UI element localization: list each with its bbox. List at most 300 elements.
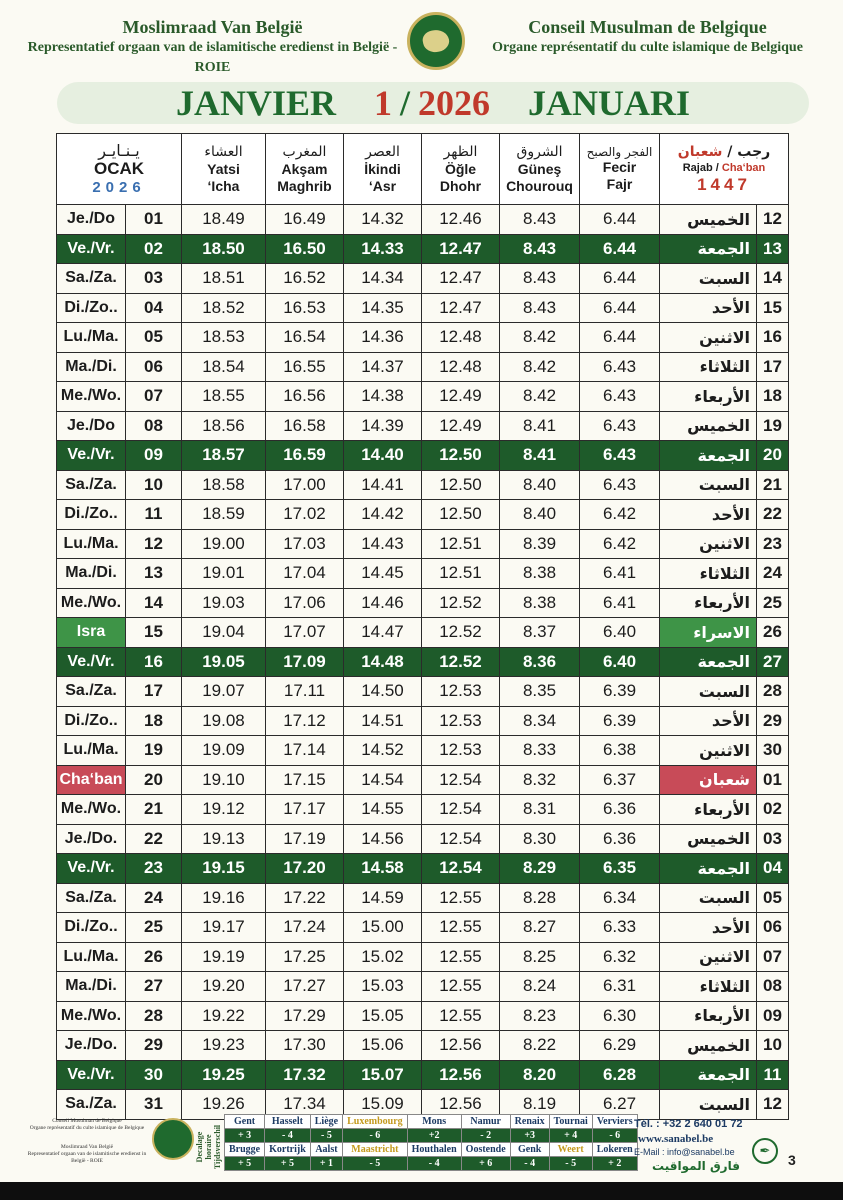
cell-chourouq: 8.30 — [500, 824, 580, 854]
cell-ar-day: الخميس — [660, 1031, 757, 1061]
cell-asr: 15.09 — [344, 1090, 422, 1120]
cell-date: 29 — [126, 1031, 182, 1061]
cell-ar-day: الأربعاء — [660, 1001, 757, 1031]
cell-maghrib: 17.09 — [266, 647, 344, 677]
cell-ar-day: الأحد — [660, 913, 757, 943]
cell-ar-day: السبت — [660, 883, 757, 913]
cell-date: 30 — [126, 1060, 182, 1090]
cell-fajr: 6.28 — [580, 1060, 660, 1090]
cell-chourouq: 8.29 — [500, 854, 580, 884]
cell-dhohr: 12.52 — [422, 618, 500, 648]
offset-city: Renaix — [510, 1115, 549, 1129]
cell-asr: 14.41 — [344, 470, 422, 500]
cell-dhohr: 12.55 — [422, 913, 500, 943]
table-row — [57, 824, 789, 854]
cell-ar-day: السبت — [660, 677, 757, 707]
cell-chourouq: 8.38 — [500, 588, 580, 618]
table-body — [57, 205, 789, 1120]
cell-isha: 19.01 — [182, 559, 266, 589]
offset-city: Hasselt — [265, 1115, 311, 1129]
cell-maghrib: 17.14 — [266, 736, 344, 766]
cell-hijri: 09 — [757, 1001, 789, 1031]
cell-isha: 19.00 — [182, 529, 266, 559]
cell-dhohr: 12.54 — [422, 765, 500, 795]
header-maghrib: المغرب Akşam Maghrib — [266, 134, 344, 205]
cell-date: 16 — [126, 647, 182, 677]
cell-asr: 14.37 — [344, 352, 422, 382]
offset-value: +3 — [510, 1129, 549, 1143]
offset-value: + 5 — [225, 1157, 265, 1171]
cell-ar-day: الاثنين — [660, 736, 757, 766]
cell-day: Je./Do. — [57, 824, 126, 854]
website: www.sanabel.be — [638, 1133, 714, 1145]
cell-ar-day: الجمعة — [660, 854, 757, 884]
cell-hijri: 06 — [757, 913, 789, 943]
cell-isha: 19.09 — [182, 736, 266, 766]
table-row — [57, 470, 789, 500]
cell-fajr: 6.43 — [580, 441, 660, 471]
cell-ar-day: شعبان — [660, 765, 757, 795]
cell-fajr: 6.44 — [580, 264, 660, 294]
cell-asr: 14.50 — [344, 677, 422, 707]
cell-chourouq: 8.43 — [500, 205, 580, 235]
cell-day: Me./Wo. — [57, 382, 126, 412]
cell-dhohr: 12.53 — [422, 677, 500, 707]
council-logo-icon — [407, 12, 465, 70]
cell-maghrib: 17.12 — [266, 706, 344, 736]
title-slash: / — [400, 83, 411, 123]
cell-dhohr: 12.53 — [422, 736, 500, 766]
cell-asr: 14.45 — [344, 559, 422, 589]
footer-org-text: Conseil Musulman de Belgique Organe représentatif du culte islamique de Belgique Moslimraad Van België Representatief orgaan van de islamitische eredienst in België - ROIE — [27, 1118, 147, 1164]
offset-city: Luxembourg — [343, 1115, 408, 1129]
cell-fajr: 6.37 — [580, 765, 660, 795]
table-row — [57, 264, 789, 294]
cell-day: Di./Zo.. — [57, 293, 126, 323]
cell-maghrib: 17.11 — [266, 677, 344, 707]
header-dhohr: الظهر Öğle Dhohr — [422, 134, 500, 205]
cell-date: 08 — [126, 411, 182, 441]
cell-isha: 19.25 — [182, 1060, 266, 1090]
cell-maghrib: 17.29 — [266, 1001, 344, 1031]
cell-maghrib: 17.02 — [266, 500, 344, 530]
cell-dhohr: 12.50 — [422, 500, 500, 530]
table-row — [57, 441, 789, 471]
cell-date: 24 — [126, 883, 182, 913]
offset-value: + 6 — [461, 1157, 510, 1171]
cell-day: Lu./Ma. — [57, 529, 126, 559]
cell-date: 18 — [126, 706, 182, 736]
cell-fajr: 6.42 — [580, 529, 660, 559]
cell-day: Ve./Vr. — [57, 647, 126, 677]
cell-isha: 19.16 — [182, 883, 266, 913]
cell-asr: 14.55 — [344, 795, 422, 825]
cell-day: Sa./Za. — [57, 264, 126, 294]
cell-hijri: 17 — [757, 352, 789, 382]
cell-fajr: 6.44 — [580, 293, 660, 323]
cell-day: Di./Zo.. — [57, 706, 126, 736]
cell-ar-day: الثلاثاء — [660, 559, 757, 589]
table-row — [57, 618, 789, 648]
offset-value: + 4 — [549, 1129, 592, 1143]
cell-date: 28 — [126, 1001, 182, 1031]
cell-maghrib: 16.52 — [266, 264, 344, 294]
table-row — [57, 1060, 789, 1090]
cell-ar-day: الثلاثاء — [660, 972, 757, 1002]
header-isha: العشاء Yatsi ‘Icha — [182, 134, 266, 205]
cell-dhohr: 12.55 — [422, 972, 500, 1002]
cell-maghrib: 17.32 — [266, 1060, 344, 1090]
cell-asr: 14.58 — [344, 854, 422, 884]
cell-date: 06 — [126, 352, 182, 382]
cell-asr: 14.54 — [344, 765, 422, 795]
cell-date: 09 — [126, 441, 182, 471]
cell-hijri: 27 — [757, 647, 789, 677]
offset-city: Tournai — [549, 1115, 592, 1129]
cell-hijri: 29 — [757, 706, 789, 736]
header-gregorian: يـنـايـر OCAK 2026 — [57, 134, 182, 205]
cell-dhohr: 12.47 — [422, 293, 500, 323]
header-left — [20, 16, 405, 78]
cell-isha: 19.10 — [182, 765, 266, 795]
cell-chourouq: 8.35 — [500, 677, 580, 707]
cell-chourouq: 8.43 — [500, 293, 580, 323]
cell-asr: 15.06 — [344, 1031, 422, 1061]
month-title — [57, 82, 809, 124]
cell-date: 14 — [126, 588, 182, 618]
table-row — [57, 293, 789, 323]
cell-chourouq: 8.43 — [500, 264, 580, 294]
cell-isha: 18.55 — [182, 382, 266, 412]
cell-fajr: 6.32 — [580, 942, 660, 972]
cell-hijri: 04 — [757, 854, 789, 884]
cell-date: 13 — [126, 559, 182, 589]
table-row — [57, 854, 789, 884]
cell-date: 02 — [126, 234, 182, 264]
cell-fajr: 6.34 — [580, 883, 660, 913]
offset-city: Oostende — [461, 1143, 510, 1157]
cell-isha: 19.20 — [182, 972, 266, 1002]
cell-chourouq: 8.42 — [500, 352, 580, 382]
page-number: 3 — [788, 1152, 796, 1168]
offset-city: Genk — [510, 1143, 549, 1157]
cell-asr: 14.52 — [344, 736, 422, 766]
cell-chourouq: 8.37 — [500, 618, 580, 648]
cell-hijri: 22 — [757, 500, 789, 530]
cell-chourouq: 8.41 — [500, 441, 580, 471]
cell-dhohr: 12.53 — [422, 706, 500, 736]
cell-dhohr: 12.50 — [422, 470, 500, 500]
cell-maghrib: 16.53 — [266, 293, 344, 323]
cell-ar-day: الاثنين — [660, 942, 757, 972]
cell-fajr: 6.33 — [580, 913, 660, 943]
cell-date: 15 — [126, 618, 182, 648]
cell-asr: 14.36 — [344, 323, 422, 353]
cell-dhohr: 12.47 — [422, 264, 500, 294]
cell-isha: 19.05 — [182, 647, 266, 677]
table-row — [57, 972, 789, 1002]
cell-dhohr: 12.52 — [422, 647, 500, 677]
cell-maghrib: 17.03 — [266, 529, 344, 559]
cell-fajr: 6.41 — [580, 559, 660, 589]
cell-chourouq: 8.20 — [500, 1060, 580, 1090]
cell-ar-day: السبت — [660, 470, 757, 500]
table-row — [57, 205, 789, 235]
year: 2026 — [418, 83, 491, 123]
month-fr: JANVIER — [175, 83, 336, 123]
cell-isha: 18.56 — [182, 411, 266, 441]
cell-chourouq: 8.38 — [500, 559, 580, 589]
phone-number: Tél. : +32 2 640 01 72 — [634, 1118, 743, 1130]
cell-isha: 19.07 — [182, 677, 266, 707]
cell-fajr: 6.31 — [580, 972, 660, 1002]
table-row — [57, 559, 789, 589]
cell-ar-day: الأربعاء — [660, 588, 757, 618]
cell-isha: 19.17 — [182, 913, 266, 943]
cell-dhohr: 12.51 — [422, 559, 500, 589]
cell-day: Cha‘ban — [57, 765, 126, 795]
cell-asr: 14.42 — [344, 500, 422, 530]
cell-hijri: 19 — [757, 411, 789, 441]
cell-ar-day: الأحد — [660, 293, 757, 323]
cell-day: Ma./Di. — [57, 972, 126, 1002]
table-row — [57, 942, 789, 972]
cell-dhohr: 12.55 — [422, 1001, 500, 1031]
cell-ar-day: السبت — [660, 264, 757, 294]
cell-hijri: 08 — [757, 972, 789, 1002]
sponsor-arabic-name: فارق المواقيت — [652, 1159, 740, 1173]
cell-date: 21 — [126, 795, 182, 825]
cell-hijri: 21 — [757, 470, 789, 500]
cell-hijri: 28 — [757, 677, 789, 707]
cell-day: Je./Do — [57, 411, 126, 441]
cell-asr: 14.33 — [344, 234, 422, 264]
cell-isha: 18.59 — [182, 500, 266, 530]
table-row — [57, 913, 789, 943]
cell-day: Je./Do — [57, 205, 126, 235]
table-row — [57, 795, 789, 825]
cell-day: Di./Zo.. — [57, 500, 126, 530]
cell-fajr: 6.27 — [580, 1090, 660, 1120]
cell-dhohr: 12.49 — [422, 411, 500, 441]
cell-fajr: 6.44 — [580, 323, 660, 353]
cell-chourouq: 8.25 — [500, 942, 580, 972]
offset-value: - 5 — [549, 1157, 592, 1171]
cell-isha: 19.15 — [182, 854, 266, 884]
header-fajr: الفجر والصبح Fecir Fajr — [580, 134, 660, 205]
cell-day: Me./Wo. — [57, 588, 126, 618]
cell-dhohr: 12.48 — [422, 352, 500, 382]
offset-value: - 5 — [310, 1129, 342, 1143]
cell-ar-day: الخميس — [660, 205, 757, 235]
cell-ar-day: الأربعاء — [660, 382, 757, 412]
offset-city: Gent — [225, 1115, 265, 1129]
offset-value: +2 — [407, 1129, 461, 1143]
cell-ar-day: الجمعة — [660, 234, 757, 264]
cell-maghrib: 16.56 — [266, 382, 344, 412]
cell-hijri: 12 — [757, 205, 789, 235]
cell-asr: 14.35 — [344, 293, 422, 323]
cell-date: 19 — [126, 736, 182, 766]
city-offset-table — [224, 1114, 638, 1171]
cell-fajr: 6.43 — [580, 411, 660, 441]
offset-city: Weert — [549, 1143, 592, 1157]
cell-fajr: 6.42 — [580, 500, 660, 530]
cell-maghrib: 17.27 — [266, 972, 344, 1002]
offset-value: - 4 — [407, 1157, 461, 1171]
cell-asr: 15.03 — [344, 972, 422, 1002]
table-header-row — [57, 134, 789, 205]
cell-chourouq: 8.22 — [500, 1031, 580, 1061]
table-row — [57, 765, 789, 795]
cell-day: Ma./Di. — [57, 352, 126, 382]
cell-ar-day: السبت — [660, 1090, 757, 1120]
cell-ar-day: الثلاثاء — [660, 352, 757, 382]
cell-day: Me./Wo. — [57, 795, 126, 825]
cell-day: Ve./Vr. — [57, 854, 126, 884]
cell-date: 04 — [126, 293, 182, 323]
cell-chourouq: 8.36 — [500, 647, 580, 677]
cell-asr: 14.46 — [344, 588, 422, 618]
cell-fajr: 6.38 — [580, 736, 660, 766]
time-offset-label: Decalage horaire Tijdsverschil — [194, 1124, 222, 1170]
cell-dhohr: 12.54 — [422, 824, 500, 854]
table-row — [57, 706, 789, 736]
offset-city: Liège — [310, 1115, 342, 1129]
cell-dhohr: 12.55 — [422, 883, 500, 913]
cell-chourouq: 8.23 — [500, 1001, 580, 1031]
email: E-Mail : info@sanabel.be — [634, 1147, 735, 1157]
cell-fajr: 6.43 — [580, 352, 660, 382]
cell-maghrib: 17.00 — [266, 470, 344, 500]
cell-hijri: 03 — [757, 824, 789, 854]
cell-maghrib: 16.50 — [266, 234, 344, 264]
cell-day: Je./Do. — [57, 1031, 126, 1061]
cell-hijri: 12 — [757, 1090, 789, 1120]
cell-hijri: 15 — [757, 293, 789, 323]
table-row — [57, 500, 789, 530]
table-row — [57, 883, 789, 913]
cell-dhohr: 12.52 — [422, 588, 500, 618]
cell-asr: 14.40 — [344, 441, 422, 471]
cell-fajr: 6.40 — [580, 618, 660, 648]
cell-day: Lu./Ma. — [57, 736, 126, 766]
cell-chourouq: 8.39 — [500, 529, 580, 559]
cell-chourouq: 8.41 — [500, 411, 580, 441]
cell-maghrib: 17.19 — [266, 824, 344, 854]
cell-asr: 15.00 — [344, 913, 422, 943]
cell-asr: 15.07 — [344, 1060, 422, 1090]
cell-dhohr: 12.48 — [422, 323, 500, 353]
prayer-times-table — [56, 133, 789, 1120]
table-row — [57, 677, 789, 707]
cell-hijri: 20 — [757, 441, 789, 471]
cell-dhohr: 12.54 — [422, 795, 500, 825]
cell-date: 20 — [126, 765, 182, 795]
cell-day: Ve./Vr. — [57, 234, 126, 264]
cell-hijri: 23 — [757, 529, 789, 559]
cell-fajr: 6.40 — [580, 647, 660, 677]
cell-day: Lu./Ma. — [57, 942, 126, 972]
cell-chourouq: 8.31 — [500, 795, 580, 825]
cell-dhohr: 12.46 — [422, 205, 500, 235]
cell-day: Sa./Za. — [57, 883, 126, 913]
cell-isha: 18.58 — [182, 470, 266, 500]
cell-fajr: 6.35 — [580, 854, 660, 884]
cell-chourouq: 8.32 — [500, 765, 580, 795]
cell-maghrib: 17.34 — [266, 1090, 344, 1120]
offset-value: - 4 — [510, 1157, 549, 1171]
cell-asr: 14.39 — [344, 411, 422, 441]
cell-maghrib: 17.06 — [266, 588, 344, 618]
cell-isha: 18.50 — [182, 234, 266, 264]
cell-hijri: 13 — [757, 234, 789, 264]
cell-isha: 19.13 — [182, 824, 266, 854]
cell-date: 31 — [126, 1090, 182, 1120]
cell-asr: 14.48 — [344, 647, 422, 677]
cell-date: 03 — [126, 264, 182, 294]
cell-date: 27 — [126, 972, 182, 1002]
cell-fajr: 6.29 — [580, 1031, 660, 1061]
header-right-subtitle: Organe représentatif du culte islamique de Belgique — [492, 40, 803, 55]
cell-maghrib: 17.20 — [266, 854, 344, 884]
cell-day: Ve./Vr. — [57, 441, 126, 471]
cell-maghrib: 17.30 — [266, 1031, 344, 1061]
cell-maghrib: 17.07 — [266, 618, 344, 648]
cell-fajr: 6.39 — [580, 677, 660, 707]
cell-ar-day: الجمعة — [660, 1060, 757, 1090]
cell-asr: 14.51 — [344, 706, 422, 736]
cell-day: Sa./Za. — [57, 677, 126, 707]
cell-isha: 19.12 — [182, 795, 266, 825]
cell-ar-day: الجمعة — [660, 441, 757, 471]
cell-isha: 18.57 — [182, 441, 266, 471]
table-row — [57, 529, 789, 559]
quill-icon: ✒ — [752, 1138, 778, 1164]
cell-maghrib: 16.49 — [266, 205, 344, 235]
cell-date: 07 — [126, 382, 182, 412]
cell-dhohr: 12.54 — [422, 854, 500, 884]
cell-chourouq: 8.42 — [500, 323, 580, 353]
table-row — [57, 323, 789, 353]
offset-value: + 1 — [310, 1157, 342, 1171]
cell-hijri: 11 — [757, 1060, 789, 1090]
cell-dhohr: 12.55 — [422, 942, 500, 972]
header-left-title: Moslimraad Van België — [122, 17, 303, 37]
cell-hijri: 24 — [757, 559, 789, 589]
cell-maghrib: 17.04 — [266, 559, 344, 589]
cell-chourouq: 8.40 — [500, 470, 580, 500]
cell-fajr: 6.36 — [580, 824, 660, 854]
cell-dhohr: 12.56 — [422, 1060, 500, 1090]
cell-dhohr: 12.47 — [422, 234, 500, 264]
cell-maghrib: 17.24 — [266, 913, 344, 943]
offset-city-row — [225, 1143, 638, 1157]
cell-dhohr: 12.50 — [422, 441, 500, 471]
cell-chourouq: 8.34 — [500, 706, 580, 736]
cell-ar-day: الاسراء — [660, 618, 757, 648]
cell-asr: 14.56 — [344, 824, 422, 854]
offset-city-row — [225, 1115, 638, 1129]
cell-hijri: 25 — [757, 588, 789, 618]
cell-asr: 14.47 — [344, 618, 422, 648]
offset-city: Namur — [461, 1115, 510, 1129]
offset-city: Mons — [407, 1115, 461, 1129]
cell-day: Me./Wo. — [57, 1001, 126, 1031]
cell-maghrib: 16.54 — [266, 323, 344, 353]
cell-isha: 19.03 — [182, 588, 266, 618]
offset-value: - 2 — [461, 1129, 510, 1143]
